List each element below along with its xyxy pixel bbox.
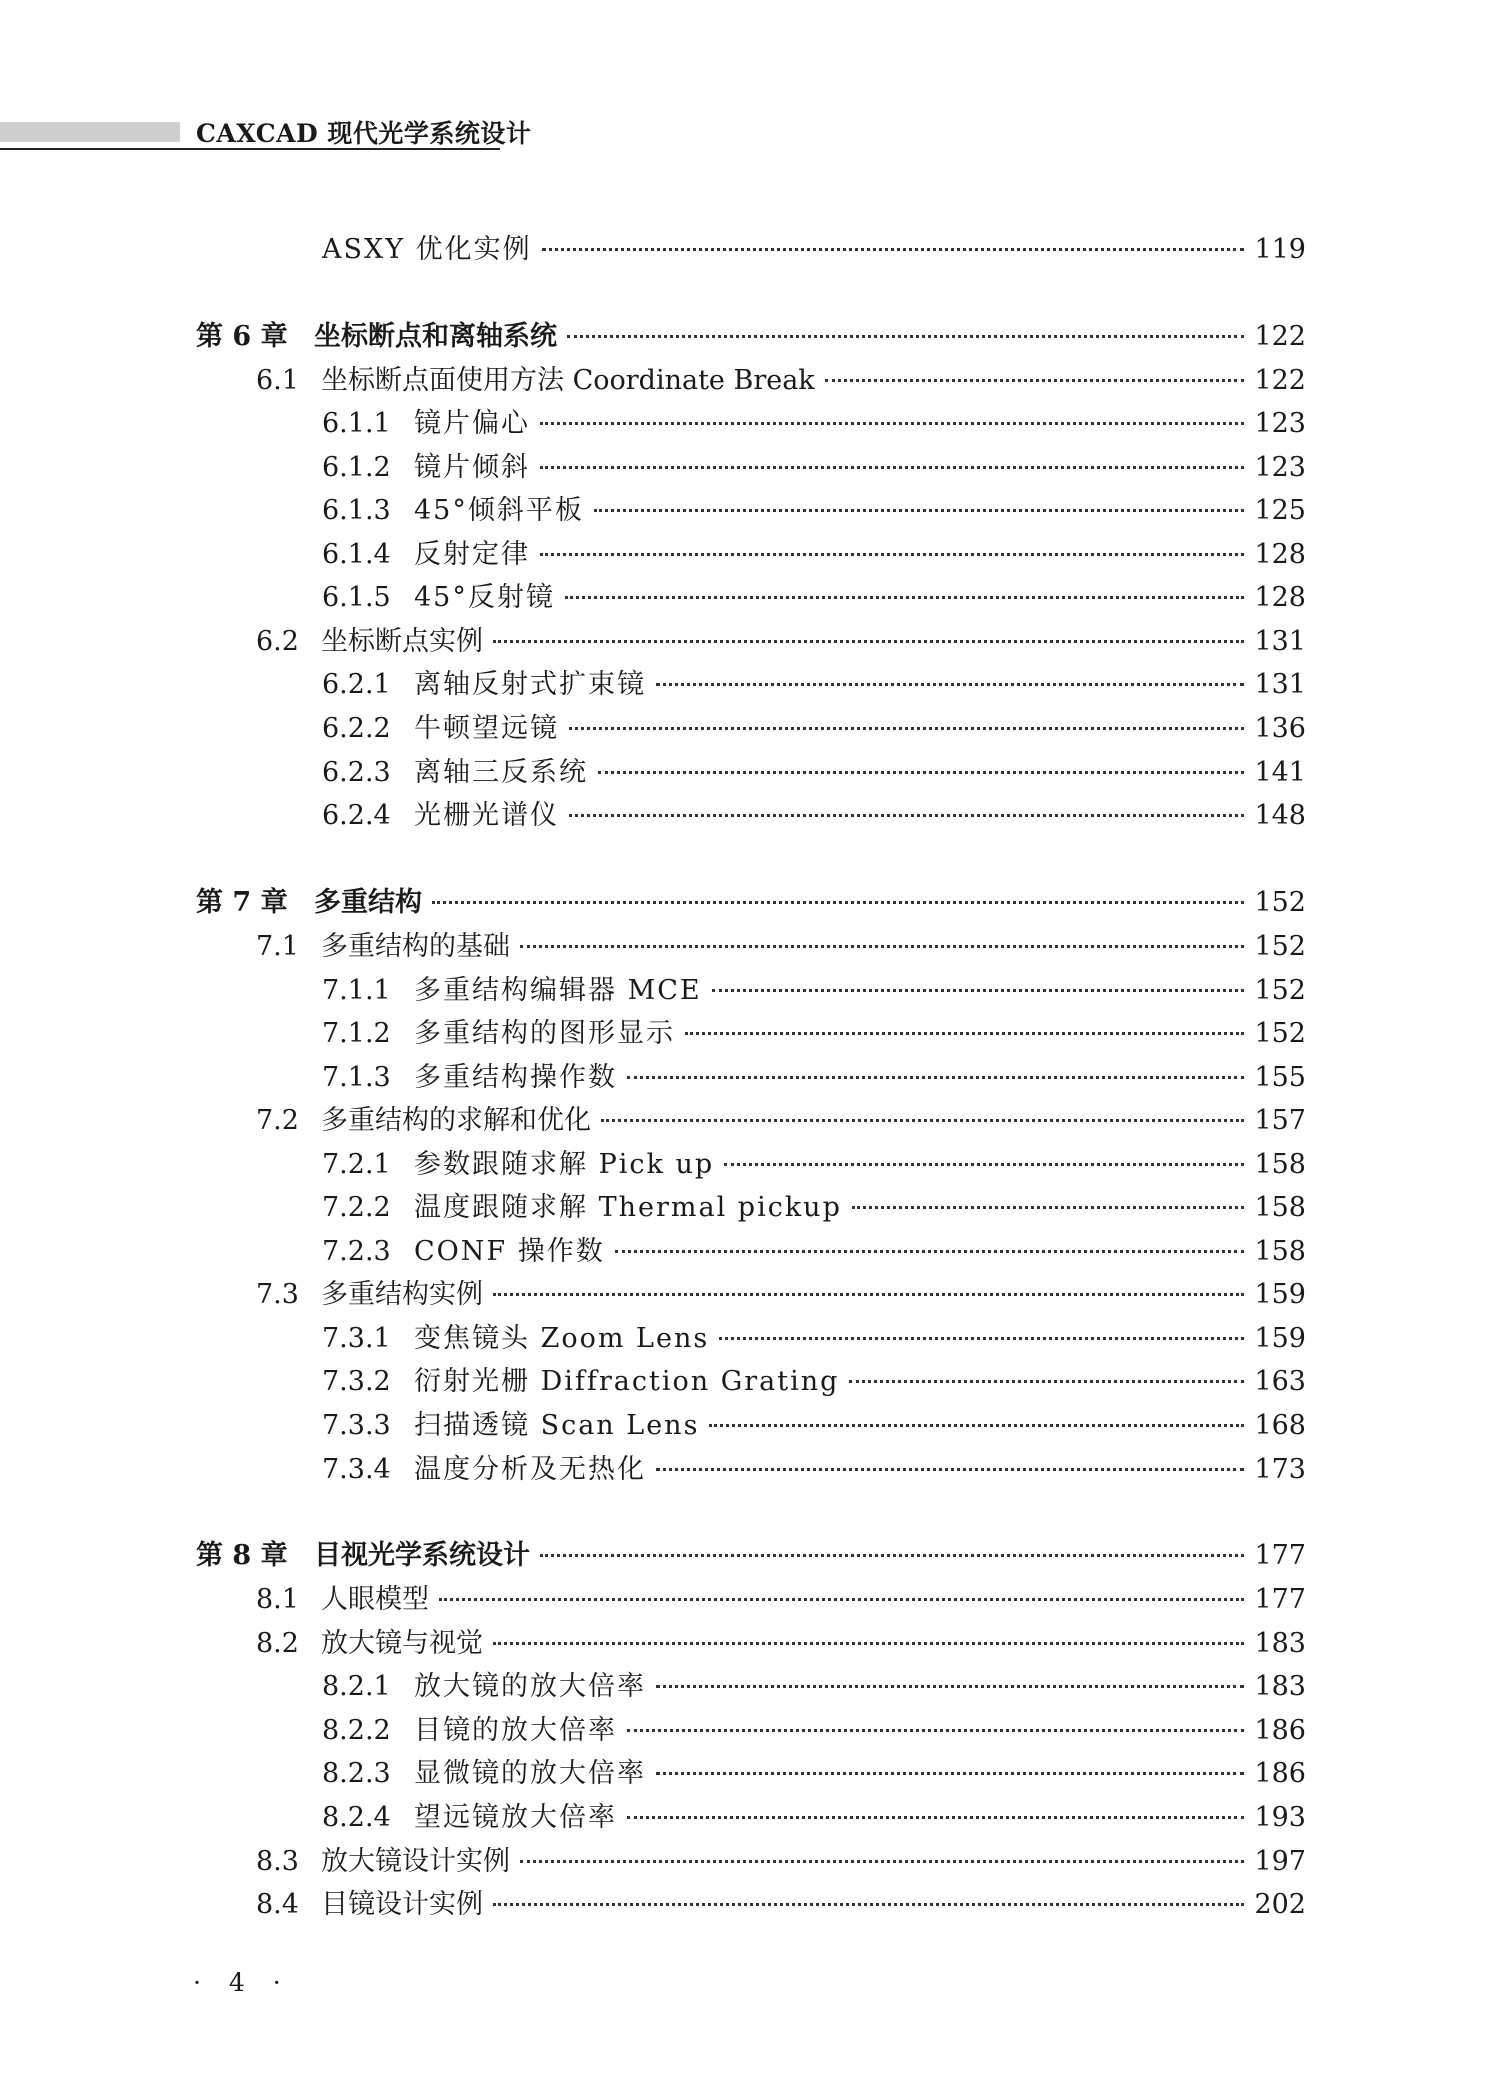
toc-entry-number: 7.1.3 <box>322 1062 391 1093</box>
toc-dot-leader <box>685 1032 1244 1035</box>
toc-entry-page: 202 <box>1254 1889 1306 1920</box>
toc-entry-number: 第 6 章 <box>196 321 288 352</box>
toc-entry-title: 温度跟随求解 Thermal pickup <box>414 1192 842 1223</box>
toc-dot-leader <box>724 1163 1244 1166</box>
toc-entry-page: 131 <box>1254 626 1306 657</box>
toc-entry-page: 173 <box>1254 1454 1306 1485</box>
toc-subsection-entry[interactable] <box>322 1017 1306 1051</box>
toc-subsection-entry[interactable] <box>322 581 1306 615</box>
toc-entry-number: 6.2.2 <box>322 713 391 744</box>
toc-entry-number: 6.2.4 <box>322 800 391 831</box>
toc-dot-leader <box>852 1206 1245 1209</box>
toc-subsection-entry[interactable] <box>322 974 1306 1008</box>
toc-entry-page: 123 <box>1254 408 1306 439</box>
toc-entry-page: 128 <box>1254 582 1306 613</box>
toc-subsection-entry[interactable] <box>322 538 1306 572</box>
toc-dot-leader <box>540 553 1244 556</box>
toc-subsection-entry[interactable] <box>322 1191 1306 1225</box>
toc-entry-title: 多重结构的求解和优化 <box>321 1105 591 1136</box>
toc-entry-number: 7.1.2 <box>322 1018 391 1049</box>
toc-entry-page: 122 <box>1254 321 1306 352</box>
toc-subsection-entry[interactable] <box>322 1365 1306 1399</box>
toc-section-entry[interactable] <box>256 930 1306 964</box>
toc-entry-number: 6.1.4 <box>322 539 391 570</box>
toc-subsection-entry[interactable] <box>322 1409 1306 1443</box>
toc-subsection-entry[interactable] <box>322 407 1306 441</box>
toc-entry-page: 122 <box>1254 365 1306 396</box>
toc-entry-number: 6.2.3 <box>322 757 391 788</box>
toc-entry-page: 128 <box>1254 539 1306 570</box>
toc-section-entry[interactable] <box>256 1583 1306 1617</box>
toc-section-entry[interactable] <box>256 625 1306 659</box>
toc-dot-leader <box>569 727 1244 730</box>
toc-section-entry[interactable] <box>256 364 1306 398</box>
toc-entry-page: 152 <box>1254 931 1306 962</box>
toc-dot-leader <box>615 1250 1245 1253</box>
toc-entry-number: 7.2 <box>256 1105 299 1136</box>
toc-entry-page: 131 <box>1254 669 1306 700</box>
toc-dot-leader <box>569 814 1244 817</box>
toc-entry-page: 158 <box>1254 1236 1306 1267</box>
toc-dot-leader <box>627 1816 1244 1819</box>
toc-subsection-entry[interactable] <box>322 1757 1306 1791</box>
toc-entry-title: 坐标断点面使用方法 Coordinate Break <box>321 365 815 396</box>
toc-entry-number: 8.2.4 <box>322 1802 391 1833</box>
toc-dot-leader <box>565 596 1245 599</box>
toc-dot-leader <box>520 1860 1244 1863</box>
toc-entry-number: 7.3 <box>256 1279 299 1310</box>
toc-subsection-entry[interactable] <box>322 1322 1306 1356</box>
toc-entry-number: 6.1.5 <box>322 582 391 613</box>
toc-entry-page: 152 <box>1254 1018 1306 1049</box>
toc-dot-leader <box>656 1468 1244 1471</box>
toc-entry-page: 157 <box>1254 1105 1306 1136</box>
toc-entry-number: 6.2 <box>256 626 299 657</box>
toc-entry-title: 牛顿望远镜 <box>414 713 559 744</box>
toc-subsection-entry[interactable] <box>322 799 1306 833</box>
toc-entry-page: 186 <box>1254 1715 1306 1746</box>
toc-entry-title: 坐标断点实例 <box>321 626 483 657</box>
toc-entry-title: 多重结构的基础 <box>321 931 510 962</box>
toc-entry-title: CONF 操作数 <box>414 1236 605 1267</box>
toc-entry-page: 163 <box>1254 1366 1306 1397</box>
toc-entry-title: 光栅光谱仪 <box>414 800 559 831</box>
toc-entry-title: 多重结构操作数 <box>414 1062 617 1093</box>
toc-entry-page: 141 <box>1254 757 1306 788</box>
toc-entry-title: 目视光学系统设计 <box>314 1540 530 1571</box>
toc-entry-number: 6.1.3 <box>322 495 391 526</box>
toc-entry-title: 人眼模型 <box>321 1584 429 1615</box>
toc-entry-number: 第 7 章 <box>196 887 288 918</box>
toc-entry-page: 136 <box>1254 713 1306 744</box>
toc-entry-page: 158 <box>1254 1192 1306 1223</box>
toc-entry-page: 158 <box>1254 1149 1306 1180</box>
toc-chapter-entry[interactable] <box>196 320 1306 354</box>
toc-entry-title: 目镜的放大倍率 <box>414 1715 617 1746</box>
page-number: · 4 · <box>193 1968 291 1997</box>
toc-entry-number: 7.1.1 <box>322 975 391 1006</box>
toc-dot-leader <box>627 1729 1244 1732</box>
toc-entry-title: 45°反射镜 <box>414 582 555 613</box>
toc-dot-leader <box>567 335 1244 338</box>
toc-section-entry[interactable] <box>256 1845 1306 1879</box>
toc-entry-page: 193 <box>1254 1802 1306 1833</box>
toc-entry-number: 7.3.1 <box>322 1323 391 1354</box>
toc-dot-leader <box>493 1903 1244 1906</box>
header-gray-bar <box>0 122 180 142</box>
toc-entry-title: 变焦镜头 Zoom Lens <box>414 1323 710 1354</box>
toc-entry-page: 177 <box>1254 1584 1306 1615</box>
toc-entry-number: 7.1 <box>256 931 299 962</box>
toc-entry-page: 152 <box>1254 887 1306 918</box>
toc-dot-leader <box>825 379 1245 382</box>
toc-entry-number: 8.4 <box>256 1889 299 1920</box>
toc-subsection-entry[interactable] <box>322 233 1306 267</box>
toc-entry-title: 坐标断点和离轴系统 <box>314 321 557 352</box>
toc-entry-page: 168 <box>1254 1410 1306 1441</box>
toc-entry-title: 放大镜与视觉 <box>321 1628 483 1659</box>
toc-entry-title: 多重结构的图形显示 <box>414 1018 675 1049</box>
toc-dot-leader <box>540 1554 1244 1557</box>
toc-chapter-entry[interactable] <box>196 886 1306 920</box>
toc-dot-leader <box>627 1076 1244 1079</box>
toc-entry-number: 7.3.4 <box>322 1454 391 1485</box>
toc-entry-title: 温度分析及无热化 <box>414 1454 646 1485</box>
toc-entry-title: 离轴反射式扩束镜 <box>414 669 646 700</box>
toc-entry-number: 第 8 章 <box>196 1540 288 1571</box>
toc-dot-leader <box>432 901 1244 904</box>
toc-entry-title: 45°倾斜平板 <box>414 495 584 526</box>
toc-entry-title: 望远镜放大倍率 <box>414 1802 617 1833</box>
toc-dot-leader <box>493 640 1244 643</box>
toc-entry-page: 183 <box>1254 1671 1306 1702</box>
toc-subsection-entry[interactable] <box>322 712 1306 746</box>
toc-entry-title: ASXY 优化实例 <box>322 234 532 265</box>
toc-chapter-entry[interactable] <box>196 1539 1306 1573</box>
toc-entry-number: 8.2.1 <box>322 1671 391 1702</box>
toc-dot-leader <box>520 945 1244 948</box>
toc-entry-title: 镜片偏心 <box>414 408 530 439</box>
toc-subsection-entry[interactable] <box>322 756 1306 790</box>
toc-entry-number: 6.2.1 <box>322 669 391 700</box>
toc-entry-page: 159 <box>1254 1279 1306 1310</box>
toc-entry-number: 7.3.2 <box>322 1366 391 1397</box>
toc-entry-title: 镜片倾斜 <box>414 452 530 483</box>
toc-subsection-entry[interactable] <box>322 1670 1306 1704</box>
toc-entry-number: 8.2 <box>256 1628 299 1659</box>
toc-section-entry[interactable] <box>256 1888 1306 1922</box>
toc-subsection-entry[interactable] <box>322 451 1306 485</box>
toc-entry-title: 显微镜的放大倍率 <box>414 1758 646 1789</box>
toc-dot-leader <box>493 1642 1244 1645</box>
toc-subsection-entry[interactable] <box>322 1061 1306 1095</box>
toc-entry-title: 反射定律 <box>414 539 530 570</box>
toc-section-entry[interactable] <box>256 1104 1306 1138</box>
toc-entry-page: 197 <box>1254 1846 1306 1877</box>
toc-subsection-entry[interactable] <box>322 1453 1306 1487</box>
toc-entry-title: 目镜设计实例 <box>321 1889 483 1920</box>
toc-entry-number: 7.2.3 <box>322 1236 391 1267</box>
toc-subsection-entry[interactable] <box>322 1801 1306 1835</box>
toc-entry-title: 多重结构实例 <box>321 1279 483 1310</box>
running-header-title: CAXCAD 现代光学系统设计 <box>196 119 532 148</box>
toc-subsection-entry[interactable] <box>322 668 1306 702</box>
toc-entry-page: 183 <box>1254 1628 1306 1659</box>
toc-dot-leader <box>598 771 1244 774</box>
toc-entry-page: 123 <box>1254 452 1306 483</box>
toc-entry-number: 6.1 <box>256 365 299 396</box>
toc-entry-page: 152 <box>1254 975 1306 1006</box>
toc-entry-title: 放大镜设计实例 <box>321 1846 510 1877</box>
toc-entry-title: 离轴三反系统 <box>414 757 588 788</box>
toc-subsection-entry[interactable] <box>322 494 1306 528</box>
toc-entry-number: 8.3 <box>256 1846 299 1877</box>
toc-entry-number: 8.2.2 <box>322 1715 391 1746</box>
toc-section-entry[interactable] <box>256 1627 1306 1661</box>
toc-dot-leader <box>493 1293 1244 1296</box>
toc-entry-page: 148 <box>1254 800 1306 831</box>
toc-entry-title: 多重结构 <box>314 887 422 918</box>
toc-dot-leader <box>656 683 1244 686</box>
toc-dot-leader <box>542 248 1245 251</box>
toc-dot-leader <box>540 422 1244 425</box>
toc-dot-leader <box>709 1424 1244 1427</box>
toc-entry-number: 8.1 <box>256 1584 299 1615</box>
toc-entry-title: 衍射光栅 Diffraction Grating <box>414 1366 840 1397</box>
toc-entry-number: 7.2.2 <box>322 1192 391 1223</box>
toc-dot-leader <box>656 1685 1244 1688</box>
header-rule <box>0 148 500 150</box>
toc-entry-number: 6.1.2 <box>322 452 391 483</box>
toc-entry-page: 177 <box>1254 1540 1306 1571</box>
toc-entry-title: 扫描透镜 Scan Lens <box>414 1410 700 1441</box>
toc-dot-leader <box>712 989 1245 992</box>
toc-entry-page: 119 <box>1254 234 1306 265</box>
toc-section-entry[interactable] <box>256 1278 1306 1312</box>
toc-dot-leader <box>601 1119 1244 1122</box>
toc-entry-page: 155 <box>1254 1062 1306 1093</box>
toc-entry-number: 6.1.1 <box>322 408 391 439</box>
toc-dot-leader <box>719 1337 1244 1340</box>
toc-subsection-entry[interactable] <box>322 1235 1306 1269</box>
toc-entry-title: 参数跟随求解 Pick up <box>414 1149 715 1180</box>
toc-entry-page: 186 <box>1254 1758 1306 1789</box>
toc-entry-title: 放大镜的放大倍率 <box>414 1671 646 1702</box>
toc-dot-leader <box>439 1598 1244 1601</box>
toc-entry-number: 7.3.3 <box>322 1410 391 1441</box>
toc-entry-number: 7.2.1 <box>322 1149 391 1180</box>
toc-entry-number: 8.2.3 <box>322 1758 391 1789</box>
toc-entry-title: 多重结构编辑器 MCE <box>414 975 702 1006</box>
toc-dot-leader <box>849 1380 1244 1383</box>
toc-entry-page: 159 <box>1254 1323 1306 1354</box>
toc-subsection-entry[interactable] <box>322 1714 1306 1748</box>
toc-dot-leader <box>594 509 1245 512</box>
toc-dot-leader <box>540 466 1244 469</box>
toc-dot-leader <box>656 1772 1244 1775</box>
toc-subsection-entry[interactable] <box>322 1148 1306 1182</box>
toc-entry-page: 125 <box>1254 495 1306 526</box>
